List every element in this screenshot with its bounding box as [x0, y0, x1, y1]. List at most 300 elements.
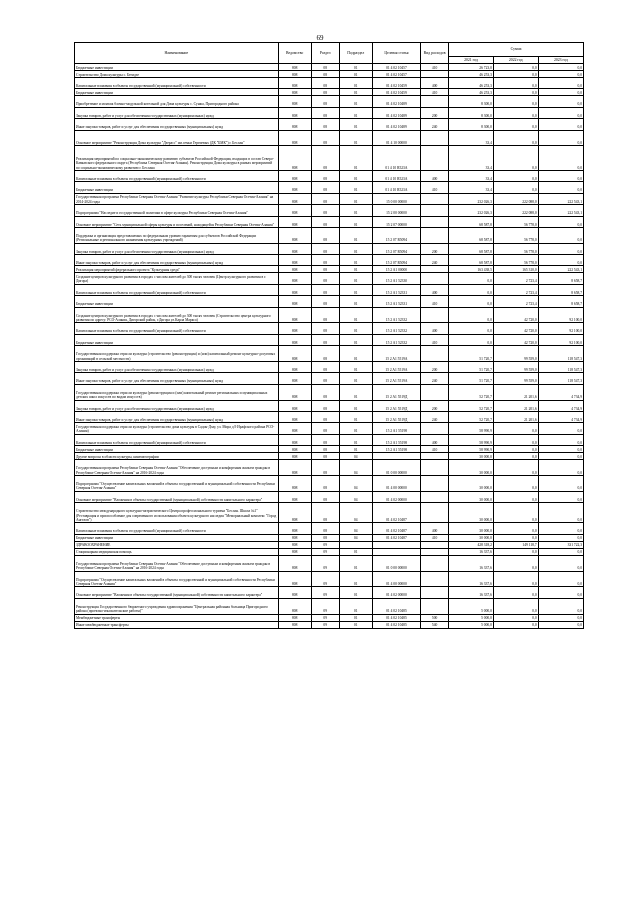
row-vr-cell: [421, 146, 449, 171]
row-name-cell: Подпрограмма "Осуществление капитальных вложений в объекты государственной и муниципальной собственности Республики Северная Осетия-Алания": [75, 475, 279, 491]
row-vedomstvo-cell: 808: [278, 146, 311, 171]
row-sum-2021-cell: 58 990,9: [449, 434, 494, 445]
row-sum-2023-cell: 0,0: [538, 255, 583, 266]
row-name-cell: Государственная программа Республики Северная Осетия-Алания "Обеспечение доступным и комфортным жильем граждан в Республике Северная Осетия-Алания" на 2016-2024 годы: [75, 460, 279, 476]
row-sum-2023-cell: 0,0: [538, 434, 583, 445]
row-podrazdel-cell: 01: [339, 334, 372, 345]
table-row: [75, 384, 584, 400]
row-vr-cell: 410: [421, 534, 449, 541]
row-sum-2023-cell: 8 658,7: [538, 273, 583, 284]
row-name-cell: Бюджетные инвестиции: [75, 64, 279, 71]
row-sum-2021-cell: 46 253,3: [449, 71, 494, 78]
row-csr-cell: 01 4 02 10485: [372, 598, 420, 614]
row-vr-cell: [421, 96, 449, 107]
row-vedomstvo-cell: 808: [278, 243, 311, 254]
row-vr-cell: [421, 266, 449, 273]
row-csr-cell: 15 2 A1 52331: [372, 296, 420, 307]
row-csr-cell: 01 4 02 10487: [372, 534, 420, 541]
row-razdel-cell: 08: [311, 71, 339, 78]
row-vr-cell: 400: [421, 170, 449, 181]
row-name-cell: Создание центров культурного развития в городах с числом жителей до 300 тысяч человек (Центр культурного развития в г. Дигора): [75, 273, 279, 284]
row-sum-2022-cell: 0,0: [493, 587, 538, 598]
row-podrazdel-cell: 04: [339, 475, 372, 491]
row-name-cell: Строительство международного культурно-патриотического Центра профессионального туризма "Беслан. Школа №1" (Реставрация и приспособление для современного использования объекта культурного наследия "Мемориальный комплекс "Город Ангелов"): [75, 503, 279, 523]
table-row: [75, 323, 584, 334]
row-sum-2023-cell: 0,0: [538, 571, 583, 587]
row-sum-2023-cell: 0,0: [538, 146, 583, 171]
row-podrazdel-cell: 04: [339, 503, 372, 523]
row-podrazdel-cell: 04: [339, 491, 372, 502]
row-razdel-cell: 08: [311, 491, 339, 502]
row-podrazdel-cell: 01: [339, 227, 372, 243]
row-vedomstvo-cell: 808: [278, 193, 311, 204]
row-sum-2023-cell: 0,0: [538, 548, 583, 555]
row-razdel-cell: 08: [311, 346, 339, 362]
row-sum-2022-cell: 2 723,4: [493, 296, 538, 307]
row-vr-cell: 500: [421, 614, 449, 621]
row-sum-2023-cell: 0,0: [538, 523, 583, 534]
row-vr-cell: [421, 598, 449, 614]
row-sum-2022-cell: 0,0: [493, 548, 538, 555]
table-row: [75, 475, 584, 491]
row-sum-2021-cell: 52 720,7: [449, 400, 494, 411]
row-sum-2023-cell: 92 100,0: [538, 334, 583, 345]
row-sum-2022-cell: 99 559,0: [493, 373, 538, 384]
row-vedomstvo-cell: 808: [278, 548, 311, 555]
row-sum-2021-cell: 51 720,7: [449, 346, 494, 362]
row-sum-2022-cell: 56 778,0: [493, 243, 538, 254]
row-podrazdel-cell: [339, 541, 372, 548]
table-row: [75, 182, 584, 193]
table-row: [75, 296, 584, 307]
row-vedomstvo-cell: 808: [278, 475, 311, 491]
row-vedomstvo-cell: 808: [278, 71, 311, 78]
row-csr-cell: 01 4 10 R523A: [372, 146, 420, 171]
row-razdel-cell: 08: [311, 130, 339, 146]
row-podrazdel-cell: 01: [339, 423, 372, 434]
row-vedomstvo-cell: 808: [278, 227, 311, 243]
row-name-cell: Иные закупки товаров, работ и услуг для обеспечения государственных (муниципальных) нужд: [75, 119, 279, 130]
row-vr-cell: 400: [421, 284, 449, 295]
row-sum-2023-cell: 0,0: [538, 598, 583, 614]
row-csr-cell: 15 2 07 R5094: [372, 227, 420, 243]
table-row: [75, 534, 584, 541]
row-podrazdel-cell: 01: [339, 571, 372, 587]
row-podrazdel-cell: 01: [339, 412, 372, 423]
row-sum-2023-cell: 0,0: [538, 621, 583, 628]
row-vedomstvo-cell: 808: [278, 373, 311, 384]
row-vr-cell: 400: [421, 434, 449, 445]
row-sum-2021-cell: 0,0: [449, 323, 494, 334]
row-vr-cell: [421, 503, 449, 523]
row-razdel-cell: 08: [311, 170, 339, 181]
row-razdel-cell: 09: [311, 587, 339, 598]
row-name-cell: Закупка товаров, работ и услуг для обеспечения государственных (муниципальных) нужд: [75, 107, 279, 118]
row-name-cell: Подпрограмма "Осуществление капитальных вложений в объекты государственной и муниципальной собственности Республики Северная Осетия-Алания": [75, 571, 279, 587]
table-row: [75, 373, 584, 384]
row-vedomstvo-cell: 808: [278, 296, 311, 307]
row-sum-2021-cell: 52 720,7: [449, 412, 494, 423]
row-vedomstvo-cell: 808: [278, 64, 311, 71]
row-sum-2023-cell: 8 658,7: [538, 296, 583, 307]
row-name-cell: Основное мероприятие "Вложения в объекты государственной (муниципальной) собственности капитального характера": [75, 587, 279, 598]
row-razdel-cell: 08: [311, 216, 339, 227]
row-razdel-cell: 08: [311, 78, 339, 89]
table-row: [75, 548, 584, 555]
row-vedomstvo-cell: 808: [278, 446, 311, 453]
page-number: 69: [316, 34, 324, 42]
row-vr-cell: [421, 555, 449, 571]
col-header-2023: 2023 год: [538, 57, 583, 64]
row-csr-cell: 15 2 A1 55198: [372, 434, 420, 445]
row-csr-cell: 15 2 07 00000: [372, 216, 420, 227]
row-sum-2021-cell: 68 587,8: [449, 216, 494, 227]
row-name-cell: Капитальные вложения в объекты государственной (муниципальной) собственности: [75, 434, 279, 445]
row-csr-cell: 01 4 02 10485: [372, 614, 420, 621]
row-sum-2022-cell: 21 201,6: [493, 384, 538, 400]
row-podrazdel-cell: 01: [339, 384, 372, 400]
row-podrazdel-cell: 01: [339, 107, 372, 118]
row-sum-2021-cell: 68 587,8: [449, 227, 494, 243]
row-sum-2023-cell: 4 734,9: [538, 384, 583, 400]
col-header-vedomstvo: Ведомство: [278, 43, 311, 64]
row-csr-cell: 15 2 A1 5519Д: [372, 400, 420, 411]
row-name-cell: Бюджетные инвестиции: [75, 296, 279, 307]
row-sum-2022-cell: 0,0: [493, 523, 538, 534]
row-sum-2022-cell: 222 088,0: [493, 205, 538, 216]
row-sum-2021-cell: 68 587,8: [449, 243, 494, 254]
row-sum-2023-cell: 0,0: [538, 446, 583, 453]
row-sum-2023-cell: 0,0: [538, 119, 583, 130]
row-csr-cell: 15 2 A1 52332: [372, 323, 420, 334]
table-row: [75, 621, 584, 628]
row-csr-cell: 15 2 07 R5094: [372, 255, 420, 266]
row-csr-cell: 01 4 00 00000: [372, 475, 420, 491]
table-row: [75, 614, 584, 621]
row-podrazdel-cell: 01: [339, 78, 372, 89]
row-sum-2023-cell: 92 100,0: [538, 307, 583, 323]
row-sum-2021-cell: 30 000,0: [449, 475, 494, 491]
row-name-cell: Государственная программа Республики Северная Осетия-Алания "Развитие культуры Республики Северная Осетия-Алания" на 2014-2024 годы: [75, 193, 279, 204]
row-sum-2021-cell: 0,0: [449, 273, 494, 284]
col-header-2022: 2022 год: [493, 57, 538, 64]
row-sum-2021-cell: 51 720,7: [449, 373, 494, 384]
row-vedomstvo-cell: 808: [278, 571, 311, 587]
row-vr-cell: 240: [421, 412, 449, 423]
row-vr-cell: [421, 541, 449, 548]
row-vr-cell: [421, 587, 449, 598]
row-podrazdel-cell: 01: [339, 146, 372, 171]
row-sum-2021-cell: 30 000,0: [449, 453, 494, 460]
row-razdel-cell: 08: [311, 323, 339, 334]
table-row: [75, 555, 584, 571]
row-name-cell: Иные закупки товаров, работ и услуг для обеспечения государственных (муниципальных) нужд: [75, 255, 279, 266]
table-row: [75, 96, 584, 107]
row-vr-cell: 240: [421, 119, 449, 130]
row-sum-2021-cell: 0,0: [449, 334, 494, 345]
row-csr-cell: 01 4 02 10485: [372, 621, 420, 628]
row-csr-cell: 01 4 10 R523A: [372, 182, 420, 193]
row-sum-2022-cell: 0,0: [493, 475, 538, 491]
row-name-cell: Капитальные вложения в объекты государственной (муниципальной) собственности: [75, 284, 279, 295]
row-sum-2022-cell: 99 559,0: [493, 346, 538, 362]
table-row: [75, 107, 584, 118]
row-sum-2021-cell: 33,4: [449, 170, 494, 181]
row-vr-cell: 410: [421, 89, 449, 96]
row-csr-cell: 01 4 02 00000: [372, 491, 420, 502]
row-razdel-cell: 08: [311, 227, 339, 243]
row-sum-2023-cell: 0,0: [538, 614, 583, 621]
row-sum-2022-cell: 0,0: [493, 119, 538, 130]
row-sum-2023-cell: 222 543,1: [538, 205, 583, 216]
row-csr-cell: [372, 541, 420, 548]
row-csr-cell: 01 4 02 10489: [372, 96, 420, 107]
row-sum-2022-cell: 56 778,0: [493, 216, 538, 227]
row-razdel-cell: 08: [311, 400, 339, 411]
row-podrazdel-cell: 01: [339, 307, 372, 323]
table-row: [75, 243, 584, 254]
table-row: [75, 130, 584, 146]
table-row: [75, 146, 584, 171]
row-csr-cell: 15 2 A1 00000: [372, 266, 420, 273]
row-vedomstvo-cell: 808: [278, 170, 311, 181]
row-sum-2023-cell: 0,0: [538, 107, 583, 118]
row-sum-2022-cell: 0,0: [493, 503, 538, 523]
row-razdel-cell: 08: [311, 446, 339, 453]
row-name-cell: Иные закупки товаров, работ и услуг для обеспечения государственных (муниципальных) нужд: [75, 373, 279, 384]
row-razdel-cell: 08: [311, 503, 339, 523]
row-sum-2021-cell: 163 438,5: [449, 266, 494, 273]
row-name-cell: Государственная поддержка отрасли культуры (строительство дома культуры в Садон-Дзау, ул. Мира д.9 Ирафского района РСО-Алания): [75, 423, 279, 434]
table-row: [75, 216, 584, 227]
row-podrazdel-cell: 01: [339, 273, 372, 284]
row-vr-cell: [421, 460, 449, 476]
row-vedomstvo-cell: 808: [278, 491, 311, 502]
row-razdel-cell: 08: [311, 182, 339, 193]
row-vedomstvo-cell: 808: [278, 598, 311, 614]
table-row: [75, 227, 584, 243]
row-razdel-cell: 08: [311, 460, 339, 476]
row-name-cell: Бюджетные инвестиции: [75, 89, 279, 96]
row-podrazdel-cell: 01: [339, 64, 372, 71]
row-csr-cell: 01 4 02 10487: [372, 503, 420, 523]
row-vr-cell: 410: [421, 64, 449, 71]
row-vedomstvo-cell: 808: [278, 107, 311, 118]
row-sum-2022-cell: 99 559,0: [493, 362, 538, 373]
col-header-podrazdel: Подраздел: [339, 43, 372, 64]
row-csr-cell: 01 4 02 10489: [372, 119, 420, 130]
row-name-cell: Государственная поддержка отрасли культуры (реконструкция и (или) капитальный ремонт региональных и муниципальных детских школ искусств по видам искусств): [75, 384, 279, 400]
row-vedomstvo-cell: 808: [278, 614, 311, 621]
row-sum-2022-cell: 165 310,0: [493, 266, 538, 273]
row-razdel-cell: 08: [311, 523, 339, 534]
row-vr-cell: [421, 548, 449, 555]
row-podrazdel-cell: 01: [339, 96, 372, 107]
row-sum-2021-cell: 232 026,3: [449, 205, 494, 216]
row-sum-2022-cell: 149 118,7: [493, 541, 538, 548]
row-vedomstvo-cell: 808: [278, 621, 311, 628]
row-sum-2022-cell: 0,0: [493, 446, 538, 453]
table-row: [75, 193, 584, 204]
row-vedomstvo-cell: 808: [278, 96, 311, 107]
table-row: [75, 571, 584, 587]
row-name-cell: Другие вопросы в области культуры, кинематографии: [75, 453, 279, 460]
row-sum-2021-cell: 5 000,0: [449, 614, 494, 621]
row-vr-cell: 410: [421, 334, 449, 345]
row-sum-2022-cell: 0,0: [493, 460, 538, 476]
row-name-cell: Капитальные вложения в объекты государственной (муниципальной) собственности: [75, 523, 279, 534]
row-razdel-cell: 08: [311, 89, 339, 96]
row-razdel-cell: 08: [311, 412, 339, 423]
row-podrazdel-cell: 01: [339, 555, 372, 571]
row-razdel-cell: 08: [311, 307, 339, 323]
row-sum-2023-cell: 0,0: [538, 64, 583, 71]
row-sum-2021-cell: 33,4: [449, 146, 494, 171]
row-csr-cell: 01 4 02 10457: [372, 71, 420, 78]
row-csr-cell: 15 2 A1 5519Д: [372, 384, 420, 400]
row-razdel-cell: 09: [311, 555, 339, 571]
row-sum-2022-cell: 42 720,0: [493, 334, 538, 345]
row-podrazdel-cell: 04: [339, 453, 372, 460]
table-row: [75, 255, 584, 266]
row-sum-2021-cell: 232 026,3: [449, 193, 494, 204]
row-csr-cell: 01 4 02 10459: [372, 89, 420, 96]
row-podrazdel-cell: 01: [339, 255, 372, 266]
row-sum-2023-cell: 8 658,7: [538, 284, 583, 295]
table-row: [75, 71, 584, 78]
row-name-cell: Закупка товаров, работ и услуг для обеспечения государственных (муниципальных) нужд: [75, 400, 279, 411]
row-razdel-cell: 08: [311, 534, 339, 541]
row-razdel-cell: 09: [311, 548, 339, 555]
row-vr-cell: 400: [421, 323, 449, 334]
row-vedomstvo-cell: 808: [278, 255, 311, 266]
row-csr-cell: 15 2 A1 5519А: [372, 346, 420, 362]
row-sum-2021-cell: 30 000,0: [449, 503, 494, 523]
row-sum-2021-cell: 30 000,0: [449, 534, 494, 541]
row-vedomstvo-cell: 808: [278, 460, 311, 476]
row-name-cell: Бюджетные инвестиции: [75, 446, 279, 453]
row-vedomstvo-cell: 808: [278, 89, 311, 96]
row-sum-2021-cell: 16 337,6: [449, 571, 494, 587]
row-podrazdel-cell: 01: [339, 434, 372, 445]
row-sum-2022-cell: 2 723,4: [493, 273, 538, 284]
row-vr-cell: 410: [421, 296, 449, 307]
row-name-cell: Иные межбюджетные трансферты: [75, 621, 279, 628]
row-vr-cell: [421, 193, 449, 204]
row-sum-2022-cell: 0,0: [493, 71, 538, 78]
row-csr-cell: 15 2 A1 5519Д: [372, 412, 420, 423]
row-vr-cell: [421, 273, 449, 284]
row-name-cell: Бюджетные инвестиции: [75, 182, 279, 193]
row-name-cell: Приобретение и монтаж блочно-модульной котельной для Дома культуры с. Сунжа, Пригородного района: [75, 96, 279, 107]
row-sum-2021-cell: 46 253,3: [449, 89, 494, 96]
row-vedomstvo-cell: 808: [278, 307, 311, 323]
row-sum-2022-cell: 0,0: [493, 107, 538, 118]
table-row: [75, 64, 584, 71]
row-name-cell: Подпрограмма "Наследие и государственной политики в сфере культуры Республики Северная Осетия-Алания": [75, 205, 279, 216]
table-row: [75, 89, 584, 96]
row-name-cell: Закупка товаров, работ и услуг для обеспечения государственных (муниципальных) нужд: [75, 362, 279, 373]
row-vedomstvo-cell: 808: [278, 205, 311, 216]
row-vedomstvo-cell: 808: [278, 555, 311, 571]
row-vr-cell: [421, 423, 449, 434]
row-name-cell: Реконструкция Государственного бюджетного учреждения здравоохранения "Центральная районная больница Пригородного района (проектно-изыскательские работы)": [75, 598, 279, 614]
row-podrazdel-cell: 01: [339, 284, 372, 295]
row-vr-cell: 200: [421, 362, 449, 373]
row-sum-2021-cell: 33,4: [449, 130, 494, 146]
row-sum-2022-cell: 0,0: [493, 453, 538, 460]
row-podrazdel-cell: 01: [339, 71, 372, 78]
row-podrazdel-cell: 01: [339, 346, 372, 362]
row-name-cell: Межбюджетные трансферты: [75, 614, 279, 621]
row-sum-2021-cell: 58 990,9: [449, 446, 494, 453]
row-sum-2022-cell: 42 720,0: [493, 307, 538, 323]
table-row: [75, 346, 584, 362]
row-vr-cell: 540: [421, 621, 449, 628]
row-vedomstvo-cell: 808: [278, 273, 311, 284]
row-csr-cell: 01 4 02 10487: [372, 523, 420, 534]
row-csr-cell: 01 4 02 10457: [372, 64, 420, 71]
row-vr-cell: 200: [421, 400, 449, 411]
row-vr-cell: 410: [421, 446, 449, 453]
row-podrazdel-cell: 01: [339, 598, 372, 614]
row-sum-2023-cell: 0,0: [538, 423, 583, 434]
row-razdel-cell: 08: [311, 243, 339, 254]
row-vr-cell: [421, 571, 449, 587]
row-podrazdel-cell: 04: [339, 523, 372, 534]
row-csr-cell: 15 2 A1 55198: [372, 446, 420, 453]
row-sum-2022-cell: 0,0: [493, 491, 538, 502]
row-csr-cell: [372, 548, 420, 555]
row-podrazdel-cell: 01: [339, 621, 372, 628]
row-podrazdel-cell: 01: [339, 446, 372, 453]
row-vedomstvo-cell: 808: [278, 523, 311, 534]
row-sum-2022-cell: 0,0: [493, 621, 538, 628]
row-sum-2023-cell: 0,0: [538, 491, 583, 502]
row-sum-2021-cell: 30 000,0: [449, 491, 494, 502]
row-sum-2023-cell: 118 547,3: [538, 362, 583, 373]
row-vedomstvo-cell: 808: [278, 346, 311, 362]
row-name-cell: Стационарная медицинская помощь: [75, 548, 279, 555]
row-vedomstvo-cell: 808: [278, 412, 311, 423]
table-row: [75, 307, 584, 323]
table-row: [75, 434, 584, 445]
row-vedomstvo-cell: 808: [278, 119, 311, 130]
row-sum-2021-cell: 16 337,6: [449, 555, 494, 571]
table-row: [75, 453, 584, 460]
row-sum-2021-cell: 46 253,3: [449, 78, 494, 89]
row-sum-2021-cell: 51 720,7: [449, 362, 494, 373]
row-sum-2022-cell: 0,0: [493, 434, 538, 445]
col-header-summa: Сумма: [449, 43, 584, 57]
row-sum-2023-cell: 4 734,9: [538, 400, 583, 411]
row-podrazdel-cell: 01: [339, 548, 372, 555]
table-row: [75, 491, 584, 502]
row-csr-cell: 15 2 A1 55198: [372, 423, 420, 434]
row-sum-2023-cell: 0,0: [538, 96, 583, 107]
row-vr-cell: [421, 384, 449, 400]
row-sum-2022-cell: 222 088,0: [493, 193, 538, 204]
row-vedomstvo-cell: 808: [278, 284, 311, 295]
row-name-cell: ЗДРАВООХРАНЕНИЕ: [75, 541, 279, 548]
row-sum-2021-cell: 58 990,9: [449, 423, 494, 434]
row-sum-2021-cell: 16 337,6: [449, 587, 494, 598]
row-sum-2023-cell: 92 100,0: [538, 323, 583, 334]
row-csr-cell: 01 0 00 00000: [372, 460, 420, 476]
table-row: [75, 119, 584, 130]
row-sum-2022-cell: 2 723,4: [493, 284, 538, 295]
row-sum-2023-cell: 0,0: [538, 89, 583, 96]
